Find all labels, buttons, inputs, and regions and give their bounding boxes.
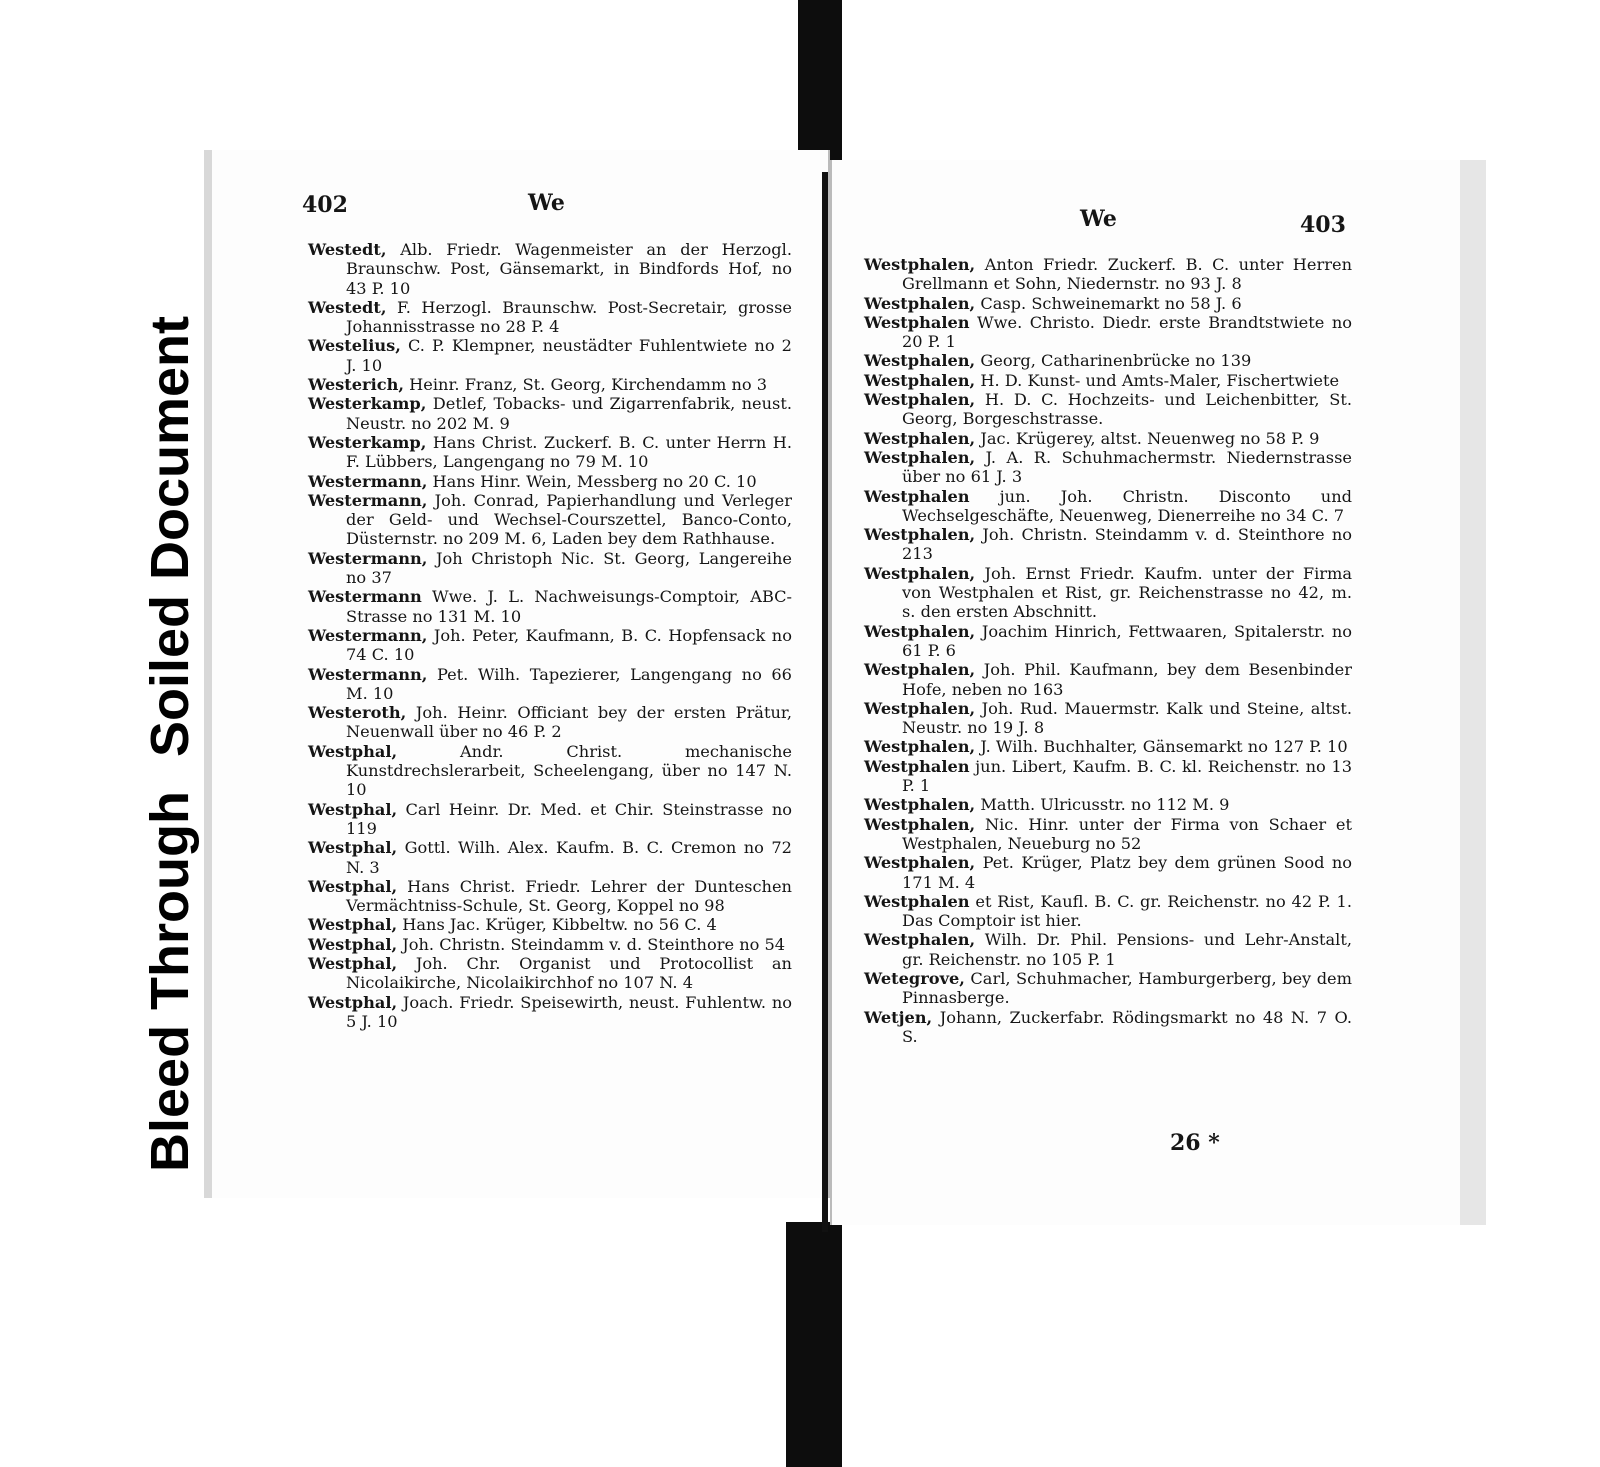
directory-entry [864,429,1352,448]
side-stamp [140,172,200,1172]
entry-name: Westphal, [308,876,398,896]
entry-details: Hans Hinr. Wein, Messberg no 20 C. 10 [432,471,757,491]
entry-name: Westphal, [308,838,398,858]
directory-entry [308,375,792,394]
directory-entry [864,351,1352,370]
right-page-number: 403 [1300,212,1346,238]
entry-details: Anton Friedr. Zuckerf. B. C. unter Herren Grellmann et Sohn, Niedernstr. no 93 J. 8 [902,255,1352,294]
entry-details: Joh. Chr. Organist und Protocollist an Nicolaikirche, Nicolaikirchhof no 107 N. 4 [346,953,792,993]
binding-strip-bottom [786,1222,842,1467]
entry-details: J. A. R. Schuhmachermstr. Niedernstrasse über no 61 J. 3 [902,447,1352,487]
entry-details: Matth. Ulricusstr. no 112 M. 9 [980,795,1230,815]
entry-details: Gottl. Wilh. Alex. Kaufm. B. C. Cremon no 72 N. 3 [346,838,792,877]
entry-name: Westphalen, [864,390,976,410]
directory-entry [864,660,1352,699]
directory-entry [864,757,1352,796]
entry-details: Pet. Krüger, Platz bey dem grünen Sood no 171 M. 4 [902,853,1352,892]
right-running-head: We [1080,206,1117,232]
entry-details: Joh. Phil. Kaufmann, bey dem Besenbinder Hofe, neben no 163 [902,660,1352,699]
directory-entry [864,969,1352,1008]
entry-details: Alb. Friedr. Wagenmeister an der Herzogl. Braunschw. Post, Gänsemarkt, in Bindfords Hof, no 43 P. 10 [346,240,792,298]
entry-details: Heinr. Franz, St. Georg, Kirchendamm no 3 [409,375,768,395]
directory-entry [864,795,1352,814]
entry-name: Westphalen, [864,621,976,641]
entry-name: Westphalen, [864,525,976,545]
entry-details: H. D. C. Hochzeits- und Leichenbitter, St. Georg, Borgeschstrasse. [902,390,1352,429]
signature-mark: 26 * [1170,1130,1220,1156]
entry-name: Westermann [308,587,422,607]
directory-entry [308,491,792,549]
entry-details: Wilh. Dr. Phil. Pensions- und Lehr-Anstalt, gr. Reichenstr. no 105 P. 1 [902,930,1352,969]
entry-name: Westermann, [308,471,428,491]
directory-entry [308,665,792,704]
entry-name: Westphal, [308,915,398,935]
entry-name: Westelius, [308,336,401,356]
entry-details: Wwe. J. L. Nachweisungs-Comptoir, ABC-Strasse no 131 M. 10 [346,587,792,626]
left-entry-list [308,240,792,1031]
entry-details: Joh. Heinr. Officiant bey der ersten Prätur, Neuenwall über no 46 P. 2 [346,703,792,742]
entry-details: Hans Christ. Friedr. Lehrer der Dunteschen Vermächtniss-Schule, St. Georg, Koppel no 98 [346,876,792,916]
entry-details: Casp. Schweinemarkt no 58 J. 6 [980,293,1242,313]
directory-entry [864,737,1352,756]
stamp-text-soiled-document: Soiled Document [140,315,200,758]
entry-name: Westphalen, [864,563,976,583]
directory-entry [864,448,1352,487]
entry-name: Westphalen [864,486,970,506]
directory-entry [864,371,1352,390]
directory-entry [308,800,792,839]
entry-name: Westphalen, [864,428,976,448]
directory-entry [308,298,792,337]
entry-details: Andr. Christ. mechanische Kunstdrechslerarbeit, Scheelengang, über no 147 N. 10 [346,741,792,800]
entry-name: Westphal, [308,741,398,761]
entry-name: Westphalen, [864,930,976,950]
directory-entry [864,892,1352,931]
entry-name: Westphalen, [864,698,976,718]
entry-details: Joach. Friedr. Speisewirth, neust. Fuhlentw. no 5 J. 10 [346,992,792,1031]
entry-details: Jac. Krügerey, altst. Neuenweg no 58 P. 9 [980,428,1320,448]
entry-details: Joh. Rud. Mauermstr. Kalk und Steine, altst. Neustr. no 19 J. 8 [902,698,1352,738]
directory-entry [308,935,792,954]
entry-details: Pet. Wilh. Tapezierer, Langengang no 66 M. 10 [346,664,792,703]
directory-entry [308,915,792,934]
entry-name: Westeroth, [308,703,407,723]
entry-name: Westphalen, [864,370,976,390]
entry-name: Westphal, [308,799,398,819]
entry-details: Joh. Christn. Steindamm v. d. Steinthore no 213 [902,525,1352,564]
entry-name: Westedt, [308,240,387,259]
directory-entry [308,433,792,472]
directory-entry [864,930,1352,969]
entry-name: Wetjen, [864,1007,933,1027]
directory-entry [308,240,792,298]
entry-details: H. D. Kunst- und Amts-Maler, Fischertwiete [980,370,1340,390]
directory-entry [308,877,792,916]
entry-name: Westphal, [308,934,398,954]
left-page-number: 402 [302,192,348,218]
entry-details: J. Wilh. Buchhalter, Gänsemarkt no 127 P. 10 [980,737,1348,757]
entry-details: jun. Joh. Christn. Disconto und Wechselgeschäfte, Neuenweg, Dienerreihe no 34 C. 7 [902,486,1352,525]
entry-name: Westermann, [308,664,428,684]
entry-name: Westphal, [308,992,398,1012]
book-gutter [822,172,828,1232]
entry-name: Westphalen, [864,660,976,680]
entry-name: Westerkamp, [308,432,427,452]
directory-entry [308,954,792,993]
entry-name: Westphalen, [864,795,976,815]
entry-name: Westphalen, [864,737,976,757]
entry-name: Westerich, [308,375,404,395]
directory-entry [308,336,792,375]
entry-details: Detlef, Tobacks- und Zigarrenfabrik, neust. Neustr. no 202 M. 9 [346,394,792,433]
entry-details: Nic. Hinr. unter der Firma von Schaer et Westphalen, Neueburg no 52 [902,814,1352,853]
entry-details: Hans Christ. Zuckerf. B. C. unter Herrn H. F. Lübbers, Langengang no 79 M. 10 [346,432,792,472]
directory-entry [308,993,792,1032]
directory-entry [864,622,1352,661]
directory-entry [864,255,1352,294]
left-running-head: We [528,190,565,216]
directory-entry [864,853,1352,892]
entry-details: jun. Libert, Kaufm. B. C. kl. Reichenstr. no 13 P. 1 [902,756,1352,796]
entry-details: Joachim Hinrich, Fettwaaren, Spitalerstr. no 61 P. 6 [902,621,1352,660]
entry-name: Westphalen, [864,255,976,274]
entry-details: Joh Christoph Nic. St. Georg, Langereihe no 37 [346,548,792,588]
directory-entry [864,525,1352,564]
entry-name: Westphalen [864,312,970,332]
directory-entry [864,313,1352,352]
entry-name: Westphalen, [864,293,976,313]
directory-entry [308,838,792,877]
entry-details: Johann, Zuckerfabr. Rödingsmarkt no 48 N. 7 O. S. [902,1007,1352,1046]
entry-details: Joh. Ernst Friedr. Kaufm. unter der Firma von Westphalen et Rist, gr. Reichenstrasse no 42, m. s. den ersten Abschnitt. [902,563,1352,622]
entry-name: Wetegrove, [864,968,965,988]
directory-entry [308,626,792,665]
entry-details: Wwe. Christo. Diedr. erste Brandtstwiete no 20 P. 1 [902,312,1352,352]
entry-details: Hans Jac. Krüger, Kibbeltw. no 56 C. 4 [402,915,717,935]
entry-details: Joh. Peter, Kaufmann, B. C. Hopfensack no 74 C. 10 [346,625,792,665]
directory-entry [864,390,1352,429]
entry-name: Westermann, [308,625,428,645]
directory-entry [864,699,1352,738]
entry-details: F. Herzogl. Braunschw. Post-Secretair, grosse Johannisstrasse no 28 P. 4 [346,297,792,337]
entry-name: Westphalen, [864,351,976,371]
entry-name: Westphalen [864,891,970,911]
directory-entry [308,742,792,800]
entry-name: Westphalen, [864,814,976,834]
stamp-text-bleed-through: Bleed Through [140,791,200,1172]
entry-name: Westermann, [308,490,428,510]
entry-name: Westphalen, [864,447,976,467]
entry-details: et Rist, Kaufl. B. C. gr. Reichenstr. no 42 P. 1. Das Comptoir ist hier. [902,891,1352,931]
directory-entry [864,815,1352,854]
directory-entry [864,294,1352,313]
entry-details: C. P. Klempner, neustädter Fuhlentwiete no 2 J. 10 [346,336,792,375]
entry-details: Joh. Christn. Steindamm v. d. Steinthore no 54 [402,934,786,954]
entry-details: Joh. Conrad, Papierhandlung und Verleger der Geld- und Wechsel-Courszettel, Banco-Conto, Düsternstr. no 209 M. 6, Laden bey dem Rathhause. [346,490,792,549]
entry-name: Westermann, [308,548,428,568]
entry-details: Carl Heinr. Dr. Med. et Chir. Steinstrasse no 119 [346,799,793,838]
right-entry-list [864,255,1352,1046]
directory-entry [308,472,792,491]
directory-entry [864,1008,1352,1047]
entry-name: Westedt, [308,297,387,317]
directory-entry [308,587,792,626]
directory-entry [864,487,1352,526]
right-page [830,160,1486,1225]
entry-name: Westphalen [864,756,970,776]
directory-entry [864,564,1352,622]
directory-entry [308,549,792,588]
left-page [204,150,830,1198]
entry-name: Westphalen, [864,853,976,873]
directory-entry [308,394,792,433]
entry-details: Georg, Catharinenbrücke no 139 [980,351,1252,371]
entry-name: Westphal, [308,953,398,973]
entry-name: Westerkamp, [308,394,427,414]
entry-details: Carl, Schuhmacher, Hamburgerberg, bey dem Pinnasberge. [902,968,1352,1008]
directory-entry [308,703,792,742]
